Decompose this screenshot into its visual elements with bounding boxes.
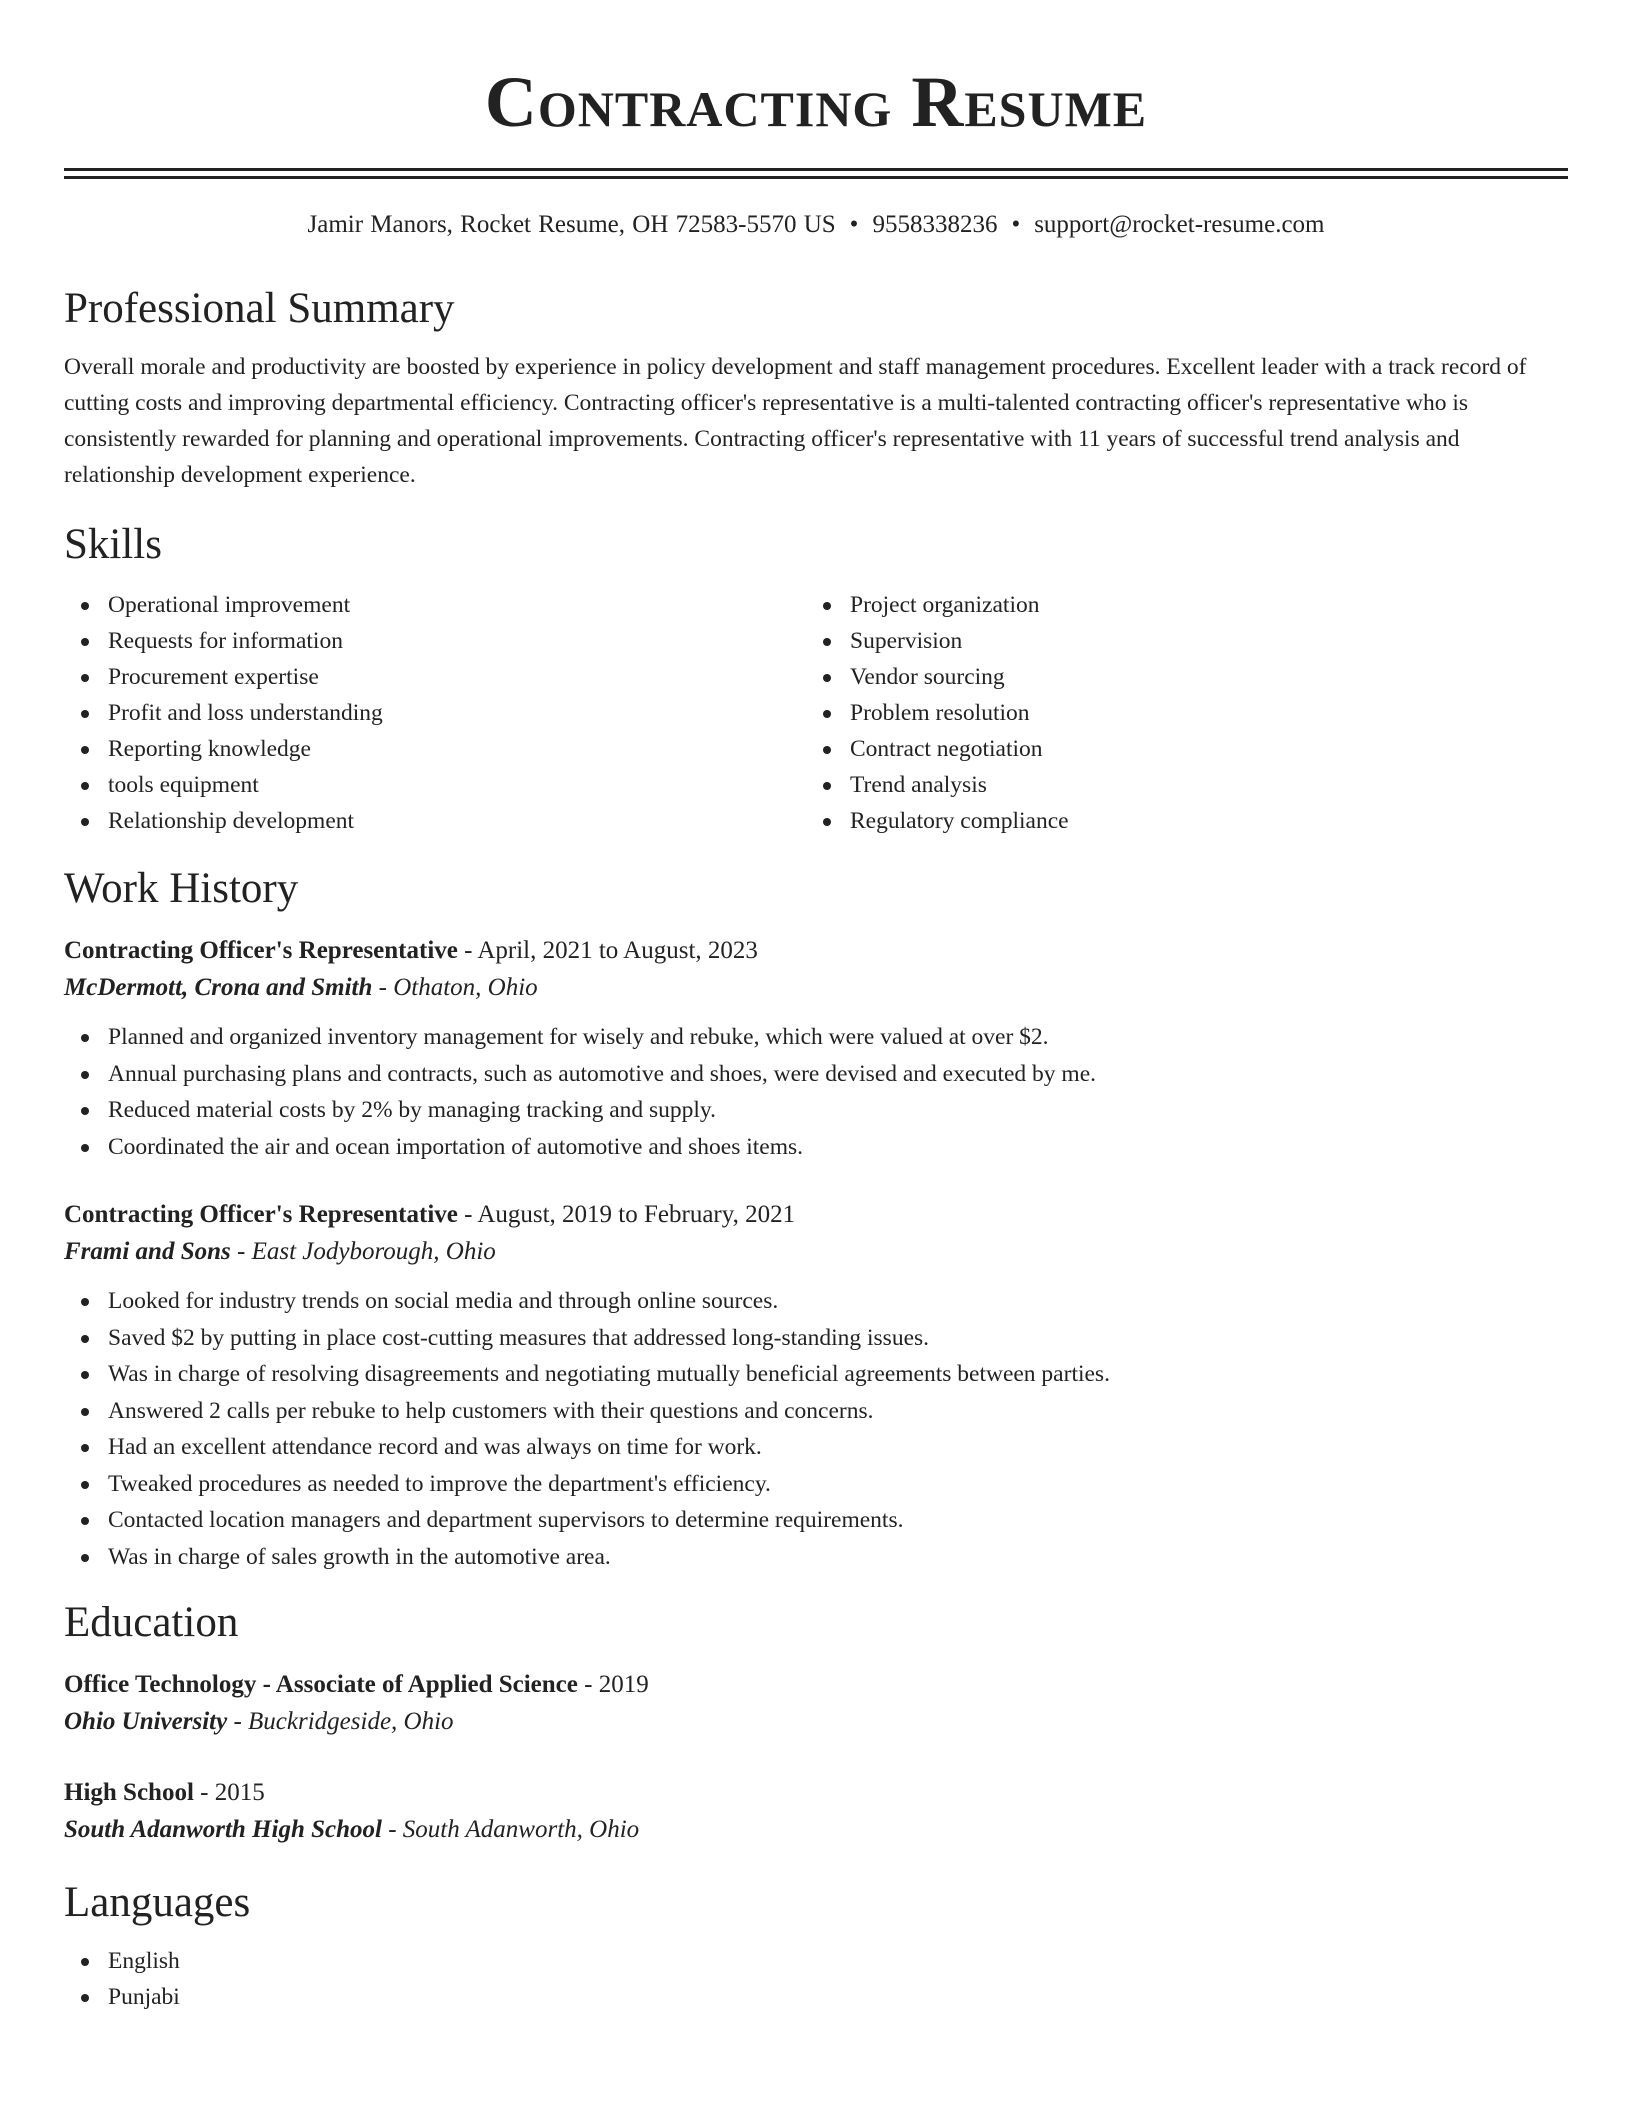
job-bullet: Planned and organized inventory management for wisely and rebuke, which were valued at over $2. [64, 1019, 1568, 1056]
job-title: Contracting Officer's Representative [64, 937, 458, 964]
job-location: - East Jodyborough, Ohio [230, 1238, 496, 1265]
skills-heading: Skills [64, 521, 162, 568]
job-location: - Othaton, Ohio [372, 974, 538, 1001]
job-title-line [64, 1197, 1568, 1233]
skill-item: Procurement expertise [64, 659, 806, 695]
degree-line [64, 1775, 1568, 1811]
title-double-rule [64, 168, 1568, 179]
job-dates: - April, 2021 to August, 2023 [457, 937, 758, 964]
education-entry [64, 1667, 1568, 1741]
job-company-line [64, 1233, 1568, 1271]
school: South Adanworth High School [64, 1816, 382, 1843]
contact-email: support@rocket-resume.com [1034, 211, 1325, 238]
job-bullet: Looked for industry trends on social media and through online sources. [64, 1283, 1568, 1320]
skill-item: Contract negotiation [806, 731, 1548, 767]
job-bullet: Coordinated the air and ocean importation of automotive and shoes items. [64, 1129, 1568, 1166]
graduation-year: - 2019 [577, 1671, 649, 1698]
degree: High School [64, 1779, 194, 1806]
skill-item: Vendor sourcing [806, 659, 1548, 695]
skill-item: Project organization [806, 587, 1548, 623]
school-location: - South Adanworth, Ohio [381, 1816, 640, 1843]
resume-title: Contracting Resume [484, 62, 1148, 142]
job-company: Frami and Sons [64, 1238, 231, 1265]
contact-address: Jamir Manors, Rocket Resume, OH 72583-5570 US [307, 211, 836, 238]
school-line [64, 1703, 1568, 1741]
contact-separator: • [849, 211, 859, 238]
job-entry [64, 933, 1568, 1165]
skills-right-list [806, 587, 1548, 839]
job-bullet: Was in charge of resolving disagreements and negotiating mutually beneficial agreements between parties. [64, 1356, 1568, 1393]
job-company-line [64, 969, 1568, 1007]
graduation-year: - 2015 [193, 1779, 265, 1806]
summary-heading: Professional Summary [64, 285, 455, 332]
skill-item: Profit and loss understanding [64, 695, 806, 731]
job-bullet: Saved $2 by putting in place cost-cutting measures that addressed long-standing issues. [64, 1320, 1568, 1357]
job-bullet: Tweaked procedures as needed to improve the department's efficiency. [64, 1466, 1568, 1503]
job-bullets [64, 1283, 1568, 1575]
job-title-line [64, 933, 1568, 969]
education-heading: Education [64, 1599, 239, 1646]
skills-columns [64, 587, 1568, 839]
skill-item: Relationship development [64, 803, 806, 839]
skill-item: Supervision [806, 623, 1548, 659]
skill-item: Requests for information [64, 623, 806, 659]
degree-line [64, 1667, 1568, 1703]
job-bullet: Contacted location managers and department supervisors to determine requirements. [64, 1502, 1568, 1539]
job-bullet: Reduced material costs by 2% by managing tracking and supply. [64, 1092, 1568, 1129]
school: Ohio University [64, 1708, 228, 1735]
summary-text: Overall morale and productivity are boosted by experience in policy development and staff management procedures. Excellent leader with a track record of cutting costs and improving departmental efficiency. Contracting officer's representative is a multi-talented contracting officer's representative who is consistently rewarded for planning and operational improvements. Contracting officer's representative with 11 years of successful trend analysis and relationship development experience. [64, 354, 1527, 488]
language-item: English [64, 1943, 1568, 1979]
skill-item: Trend analysis [806, 767, 1548, 803]
skill-item: tools equipment [64, 767, 806, 803]
languages-list [64, 1943, 1568, 2015]
job-entry [64, 1197, 1568, 1575]
job-bullet: Annual purchasing plans and contracts, such as automotive and shoes, were devised and executed by me. [64, 1056, 1568, 1093]
school-line [64, 1811, 1568, 1849]
contact-separator: • [1011, 211, 1021, 238]
job-bullet: Had an excellent attendance record and was always on time for work. [64, 1429, 1568, 1466]
skill-item: Regulatory compliance [806, 803, 1548, 839]
skill-item: Operational improvement [64, 587, 806, 623]
skills-left-list [64, 587, 806, 839]
skill-item: Problem resolution [806, 695, 1548, 731]
education-entry [64, 1775, 1568, 1849]
degree: Office Technology - Associate of Applied Science [64, 1671, 578, 1698]
job-title: Contracting Officer's Representative [64, 1201, 458, 1228]
resume-page [64, 0, 1568, 2015]
job-bullet: Answered 2 calls per rebuke to help customers with their questions and concerns. [64, 1393, 1568, 1430]
languages-heading: Languages [64, 1879, 251, 1926]
language-item: Punjabi [64, 1979, 1568, 2015]
work-history-heading: Work History [64, 865, 299, 912]
job-dates: - August, 2019 to February, 2021 [457, 1201, 796, 1228]
school-location: - Buckridgeside, Ohio [227, 1708, 454, 1735]
skill-item: Reporting knowledge [64, 731, 806, 767]
job-bullets [64, 1019, 1568, 1165]
job-bullet: Was in charge of sales growth in the automotive area. [64, 1539, 1568, 1576]
contact-line [64, 209, 1568, 241]
job-company: McDermott, Crona and Smith [64, 974, 373, 1001]
contact-phone: 9558338236 [872, 211, 998, 238]
